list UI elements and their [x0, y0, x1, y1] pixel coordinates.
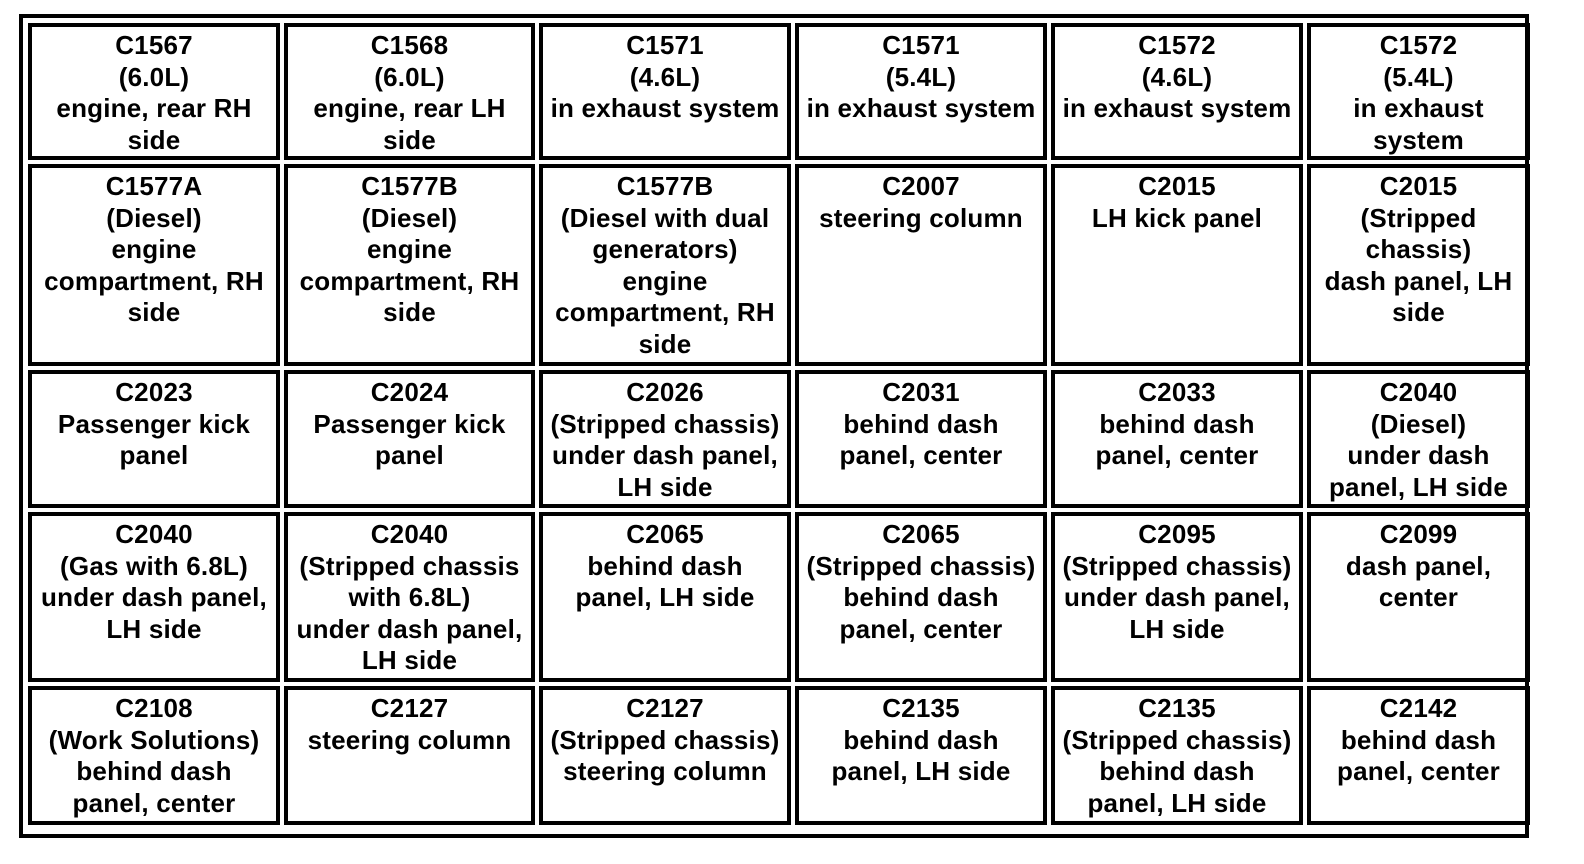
table-cell: [795, 686, 1047, 825]
connector-location-line: side: [383, 124, 436, 155]
connector-location-line: (Stripped: [1360, 202, 1477, 233]
table-cell: [28, 370, 280, 508]
connector-code: C2127: [370, 693, 449, 723]
connector-location-line: (4.6L): [629, 61, 701, 92]
connector-location-line: under dash panel,: [1064, 582, 1290, 612]
connector-location-line: panel, LH side: [1328, 471, 1509, 502]
table-cell: [1051, 370, 1303, 508]
connector-location-line: side: [638, 328, 692, 359]
connector-location-line: LH side: [106, 613, 202, 644]
connector-code: C1577B: [616, 171, 714, 201]
table-cell: [539, 23, 791, 160]
connector-code: C2040: [370, 519, 449, 549]
connector-location-line: (Diesel): [1370, 408, 1467, 439]
table-cell: [539, 370, 791, 508]
connector-location-line: LH side: [361, 645, 458, 675]
connector-code: C1571: [626, 30, 704, 60]
connector-code: C2065: [882, 519, 960, 549]
connector-code: C2040: [115, 519, 193, 549]
connector-location-line: (Stripped chassis): [806, 550, 1036, 581]
connector-location-line: behind dash: [1099, 756, 1255, 786]
connector-location-line: panel, LH side: [575, 582, 755, 612]
connector-grid: [26, 21, 1522, 831]
connector-location-line: chassis): [1365, 234, 1472, 264]
connector-location-line: panel: [119, 440, 189, 470]
connector-location-line: (6.0L): [374, 61, 445, 92]
connector-location-line: dash panel,: [1345, 550, 1492, 581]
connector-location-line: (Work Solutions): [48, 724, 260, 755]
table-cell: [28, 686, 280, 825]
connector-code: C1577A: [105, 171, 203, 201]
connector-location-line: behind dash: [1099, 408, 1255, 439]
connector-location-line: center: [1378, 582, 1459, 612]
connector-location-line: engine, rear LH: [313, 93, 506, 123]
connector-location-line: panel: [375, 440, 444, 470]
connector-location-line: side: [383, 297, 436, 327]
table-cell: [284, 370, 535, 508]
table-cell: [284, 686, 535, 825]
table-cell: [795, 370, 1047, 508]
connector-location-line: steering column: [563, 756, 767, 786]
connector-code: C2033: [1138, 377, 1216, 407]
connector-location-line: (Stripped chassis): [550, 408, 780, 439]
connector-location-line: panel, center: [1095, 440, 1259, 470]
connector-code: C2095: [1138, 519, 1216, 549]
connector-code: C2065: [626, 519, 704, 549]
connector-location-line: behind dash: [1340, 724, 1497, 755]
connector-location-line: (Stripped chassis): [1062, 724, 1292, 755]
connector-code: C2015: [1138, 171, 1216, 201]
connector-location-line: compartment, RH: [44, 265, 264, 296]
connector-location-line: in exhaust system: [806, 93, 1036, 123]
table-cell: [1307, 23, 1530, 160]
connector-location-line: (5.4L): [1383, 61, 1454, 92]
connector-location-line: behind dash: [587, 550, 743, 581]
table-cell: [1307, 512, 1530, 682]
connector-location-line: engine: [367, 234, 452, 264]
connector-location-line: steering column: [819, 202, 1023, 233]
connector-location-line: (Diesel with dual: [560, 202, 770, 233]
table-cell: [1051, 23, 1303, 160]
table-cell: [284, 164, 535, 366]
table-cell: [1051, 686, 1303, 825]
connector-location-line: under dash panel,: [41, 582, 267, 612]
connector-location-line: dash panel, LH: [1324, 265, 1513, 296]
connector-code: C1577B: [361, 171, 458, 201]
connector-location-line: Passenger kick: [313, 408, 506, 439]
connector-code: C1568: [370, 30, 449, 60]
table-cell: [1051, 164, 1303, 366]
connector-location-line: (4.6L): [1141, 61, 1213, 92]
connector-location-line: Passenger kick: [57, 408, 251, 439]
table-cell: [1051, 512, 1303, 682]
connector-code: C2127: [626, 693, 704, 723]
connector-code: C2024: [370, 377, 449, 407]
connector-location-line: panel, LH side: [1087, 787, 1267, 818]
connector-location-line: panel, center: [72, 787, 236, 818]
connector-code: C2108: [115, 693, 193, 723]
table-cell: [284, 23, 535, 160]
table-cell: [539, 512, 791, 682]
connector-code: C1571: [882, 30, 960, 60]
connector-location-line: side: [127, 297, 181, 327]
table-cell: [1307, 164, 1530, 366]
connector-code: C2015: [1379, 171, 1458, 201]
connector-location-line: steering column: [307, 724, 512, 755]
connector-location-line: generators): [592, 234, 738, 264]
table-cell: [795, 23, 1047, 160]
connector-location-line: behind dash: [843, 582, 999, 612]
connector-location-line: (6.0L): [118, 61, 190, 92]
table-cell: [28, 512, 280, 682]
connector-location-line: panel, LH side: [831, 756, 1011, 786]
table-cell: [1307, 370, 1530, 508]
connector-location-line: panel, center: [839, 613, 1003, 644]
connector-location-line: panel, center: [1337, 756, 1500, 786]
connector-location-line: behind dash: [843, 408, 999, 439]
connector-code: C2026: [626, 377, 704, 407]
connector-location-line: under dash: [1347, 440, 1490, 470]
table-cell: [539, 686, 791, 825]
connector-location-line: (Diesel): [361, 202, 458, 233]
connector-code: C2142: [1379, 693, 1458, 723]
connector-location-table: [19, 14, 1529, 838]
connector-location-line: (Diesel): [106, 202, 202, 233]
connector-location-line: engine, rear RH: [56, 93, 252, 123]
connector-location-line: LH kick panel: [1091, 202, 1263, 233]
connector-code: C2023: [115, 377, 193, 407]
connector-location-line: behind dash: [76, 756, 232, 786]
connector-location-line: in exhaust system: [1062, 93, 1292, 123]
connector-code: C1572: [1379, 30, 1458, 60]
connector-location-line: (Gas with 6.8L): [60, 550, 248, 581]
connector-location-line: engine: [622, 265, 708, 296]
connector-location-line: system: [1373, 124, 1464, 155]
table-cell: [795, 164, 1047, 366]
table-cell: [28, 164, 280, 366]
connector-location-line: behind dash: [843, 724, 999, 755]
table-cell: [795, 512, 1047, 682]
table-cell: [539, 164, 791, 366]
connector-code: C2031: [882, 377, 960, 407]
connector-location-line: with 6.8L): [348, 582, 471, 612]
connector-location-line: under dash panel,: [296, 613, 523, 644]
connector-location-line: in exhaust system: [550, 93, 780, 123]
connector-location-line: compartment, RH: [299, 265, 520, 296]
connector-location-line: side: [127, 124, 181, 155]
table-cell: [284, 512, 535, 682]
connector-location-line: panel, center: [839, 440, 1003, 470]
connector-code: C2007: [882, 171, 960, 201]
connector-location-line: under dash panel,: [552, 440, 778, 470]
connector-code: C2135: [882, 693, 960, 723]
connector-location-line: engine: [111, 234, 197, 264]
connector-location-line: LH side: [1129, 613, 1225, 644]
connector-location-line: (5.4L): [885, 61, 957, 92]
connector-location-line: (Stripped chassis): [550, 724, 780, 755]
table-cell: [1307, 686, 1530, 825]
connector-code: C2040: [1379, 377, 1458, 407]
connector-location-line: LH side: [617, 471, 713, 502]
connector-location-line: (Stripped chassis): [1062, 550, 1292, 581]
connector-location-line: in exhaust: [1353, 93, 1484, 123]
connector-code: C2099: [1379, 519, 1458, 549]
connector-code: C1567: [115, 30, 193, 60]
connector-location-line: (Stripped chassis: [299, 550, 520, 581]
connector-code: C1572: [1138, 30, 1216, 60]
connector-code: C2135: [1138, 693, 1216, 723]
connector-location-line: compartment, RH: [555, 297, 775, 327]
connector-location-line: side: [1392, 297, 1445, 327]
table-cell: [28, 23, 280, 160]
